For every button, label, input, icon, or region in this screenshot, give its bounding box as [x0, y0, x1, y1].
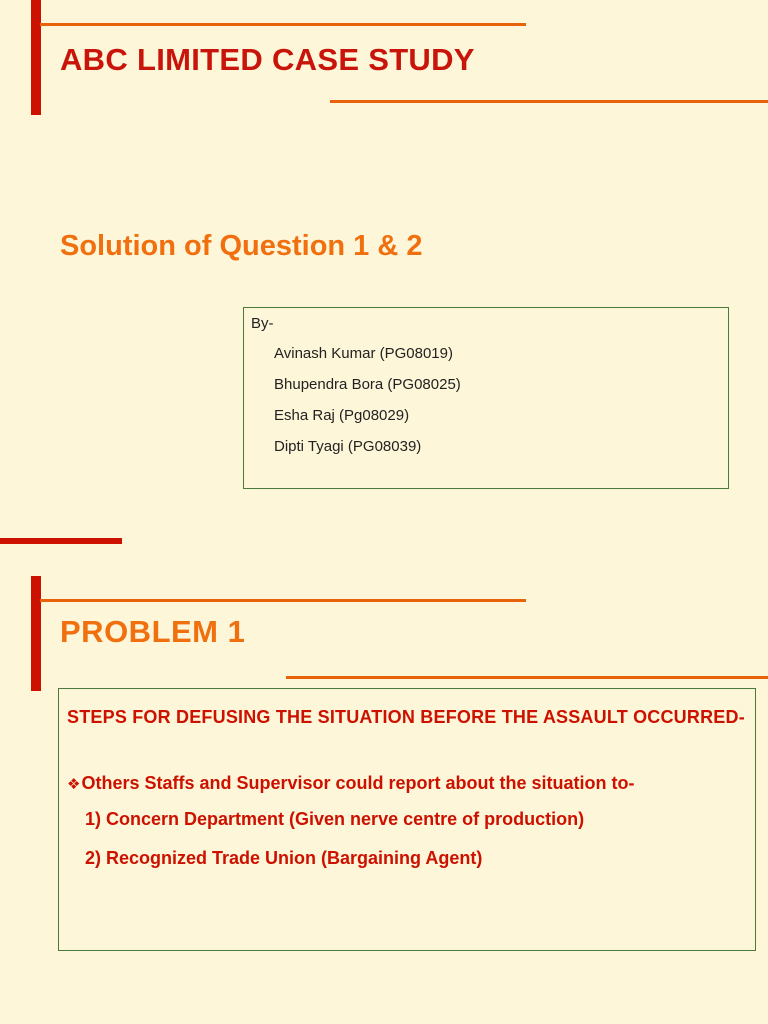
slide2-bottom-rule: [286, 676, 768, 679]
bullet-line: [67, 771, 635, 797]
slide-separator: [0, 538, 122, 544]
slide1-bottom-rule: [330, 100, 768, 103]
authors-list: [274, 344, 461, 468]
slide1-top-rule: [40, 23, 526, 26]
slide1-title: ABC LIMITED CASE STUDY: [60, 42, 475, 77]
slide2-left-accent-bar: [31, 576, 41, 691]
problem-content-box: [58, 688, 756, 951]
slide1-subtitle: Solution of Question 1 & 2: [60, 230, 423, 262]
author-item: Dipti Tyagi (PG08039): [274, 438, 422, 455]
list-item: 2) Recognized Trade Union (Bargaining Agent): [85, 848, 483, 868]
slide2-title: PROBLEM 1: [60, 614, 246, 649]
list-item: 1) Concern Department (Given nerve centre of production): [85, 809, 585, 829]
author-item: Esha Raj (Pg08029): [274, 407, 410, 424]
slide2-top-rule: [40, 599, 526, 602]
author-item: Bhupendra Bora (PG08025): [274, 376, 461, 393]
steps-heading: STEPS FOR DEFUSING THE SITUATION BEFORE THE ASSAULT OCCURRED-: [67, 707, 745, 727]
bullet-text: Others Staffs and Supervisor could report about the situation to-: [81, 773, 635, 793]
slide1-left-accent-bar: [31, 0, 41, 115]
authors-by-label: By-: [251, 315, 274, 332]
author-item: Avinash Kumar (PG08019): [274, 345, 453, 362]
diamond-bullet-icon: ❖: [67, 776, 81, 793]
authors-box: [243, 307, 729, 489]
